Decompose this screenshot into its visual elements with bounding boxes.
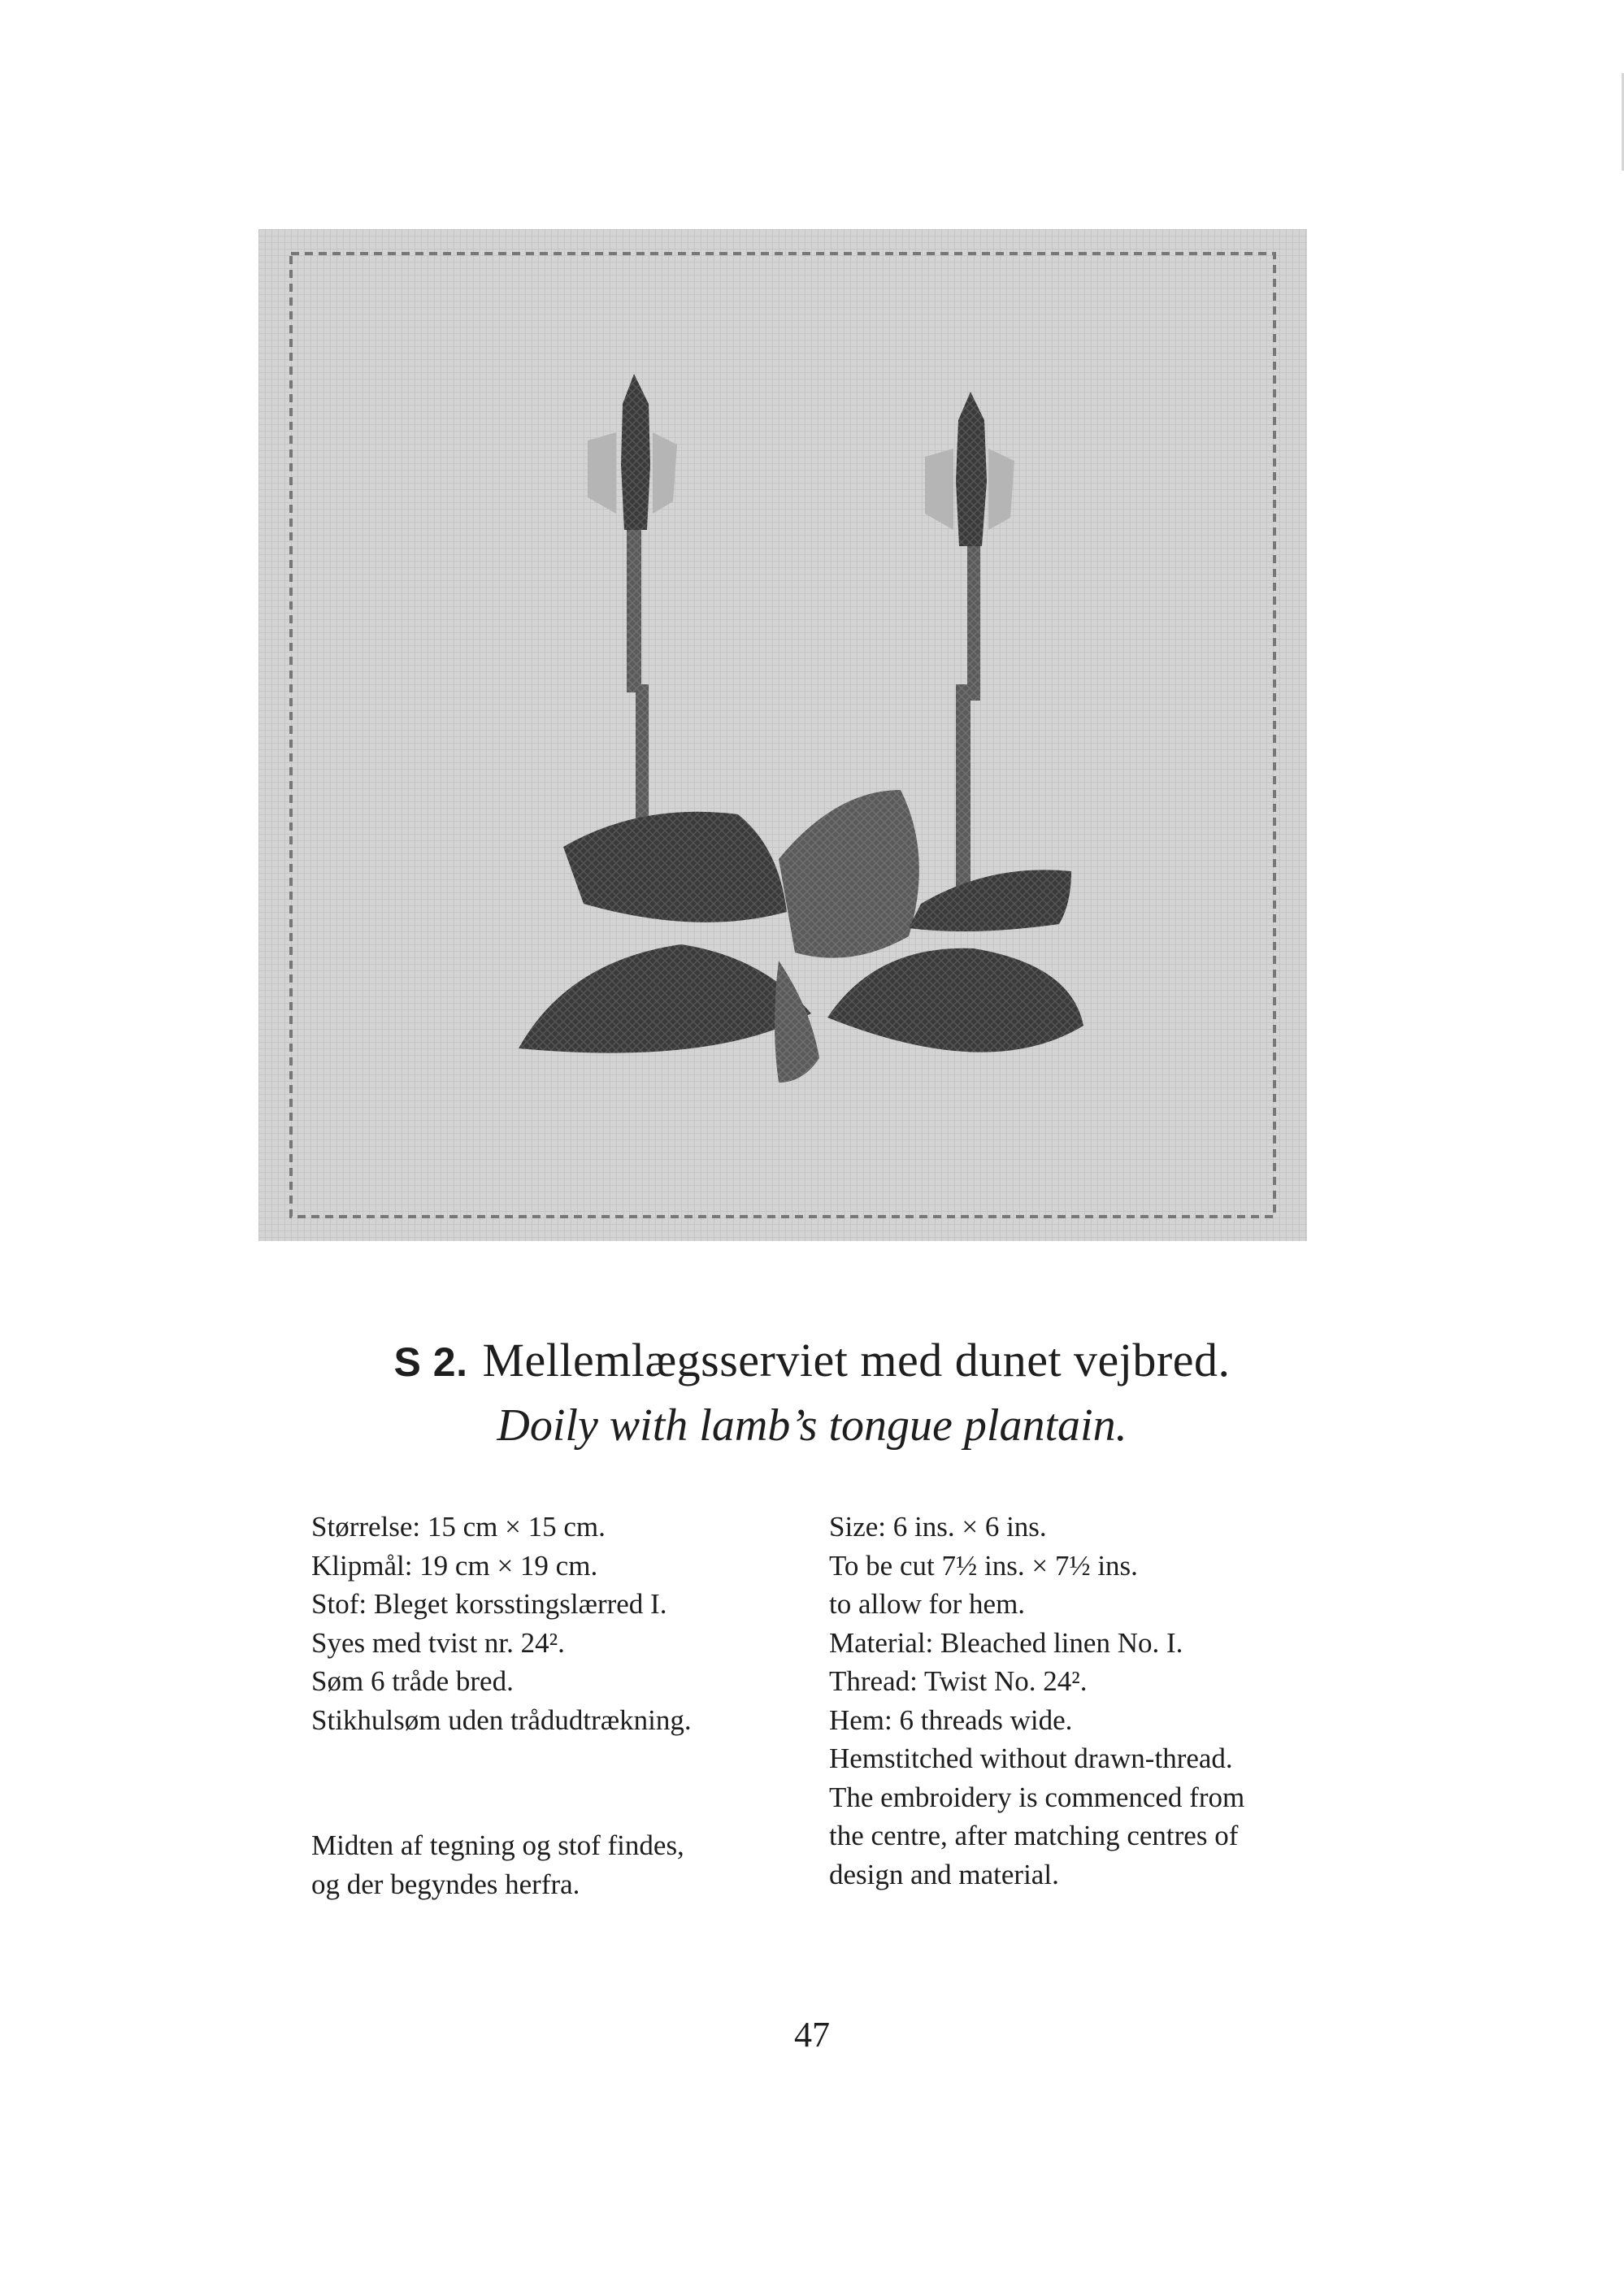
danish-spec-line: Størrelse: 15 cm × 15 cm. [311, 1511, 606, 1543]
pattern-code: S 2. [393, 1339, 468, 1385]
english-spec-line: the centre, after matching centres of [829, 1820, 1239, 1851]
danish-note-line: og der begyndes herfra. [311, 1868, 580, 1900]
danish-spec-line: Klipmål: 19 cm × 19 cm. [311, 1549, 598, 1582]
english-spec-line: to allow for hem. [829, 1588, 1026, 1620]
caption-title-english: Doily with lamb’s tongue plantain. [497, 1400, 1127, 1451]
danish-note-line: Midten af tegning og stof findes, [311, 1829, 684, 1861]
danish-spec-line: Søm 6 tråde bred. [311, 1665, 514, 1697]
danish-note [311, 1826, 684, 1903]
english-spec-line: Material: Bleached linen No. I. [829, 1626, 1183, 1659]
english-spec-line: design and material. [829, 1858, 1059, 1890]
danish-spec-line: Stikhulsøm uden trådudtrækning. [311, 1703, 692, 1736]
english-spec-line: To be cut 7½ ins. × 7½ ins. [829, 1549, 1138, 1582]
english-spec-line: Hemstitched without drawn-thread. [829, 1742, 1233, 1774]
english-spec-line: Thread: Twist No. 24². [829, 1665, 1088, 1697]
doily-photo [258, 229, 1307, 1241]
danish-specs [311, 1508, 692, 1739]
english-specs [829, 1508, 1309, 1894]
caption-title-danish [0, 1333, 1624, 1387]
english-spec-line: Size: 6 ins. × 6 ins. [829, 1511, 1047, 1543]
title-danish: Mellemlægsserviet med dunet vejbred. [482, 1334, 1231, 1387]
danish-spec-line: Syes med tvist nr. 24². [311, 1626, 565, 1659]
page-number: 47 [794, 2015, 830, 2055]
english-spec-line: The embroidery is commenced from [829, 1781, 1245, 1813]
danish-spec-line: Stof: Bleget korsstingslærred I. [311, 1588, 667, 1620]
english-spec-line: Hem: 6 threads wide. [829, 1703, 1073, 1736]
